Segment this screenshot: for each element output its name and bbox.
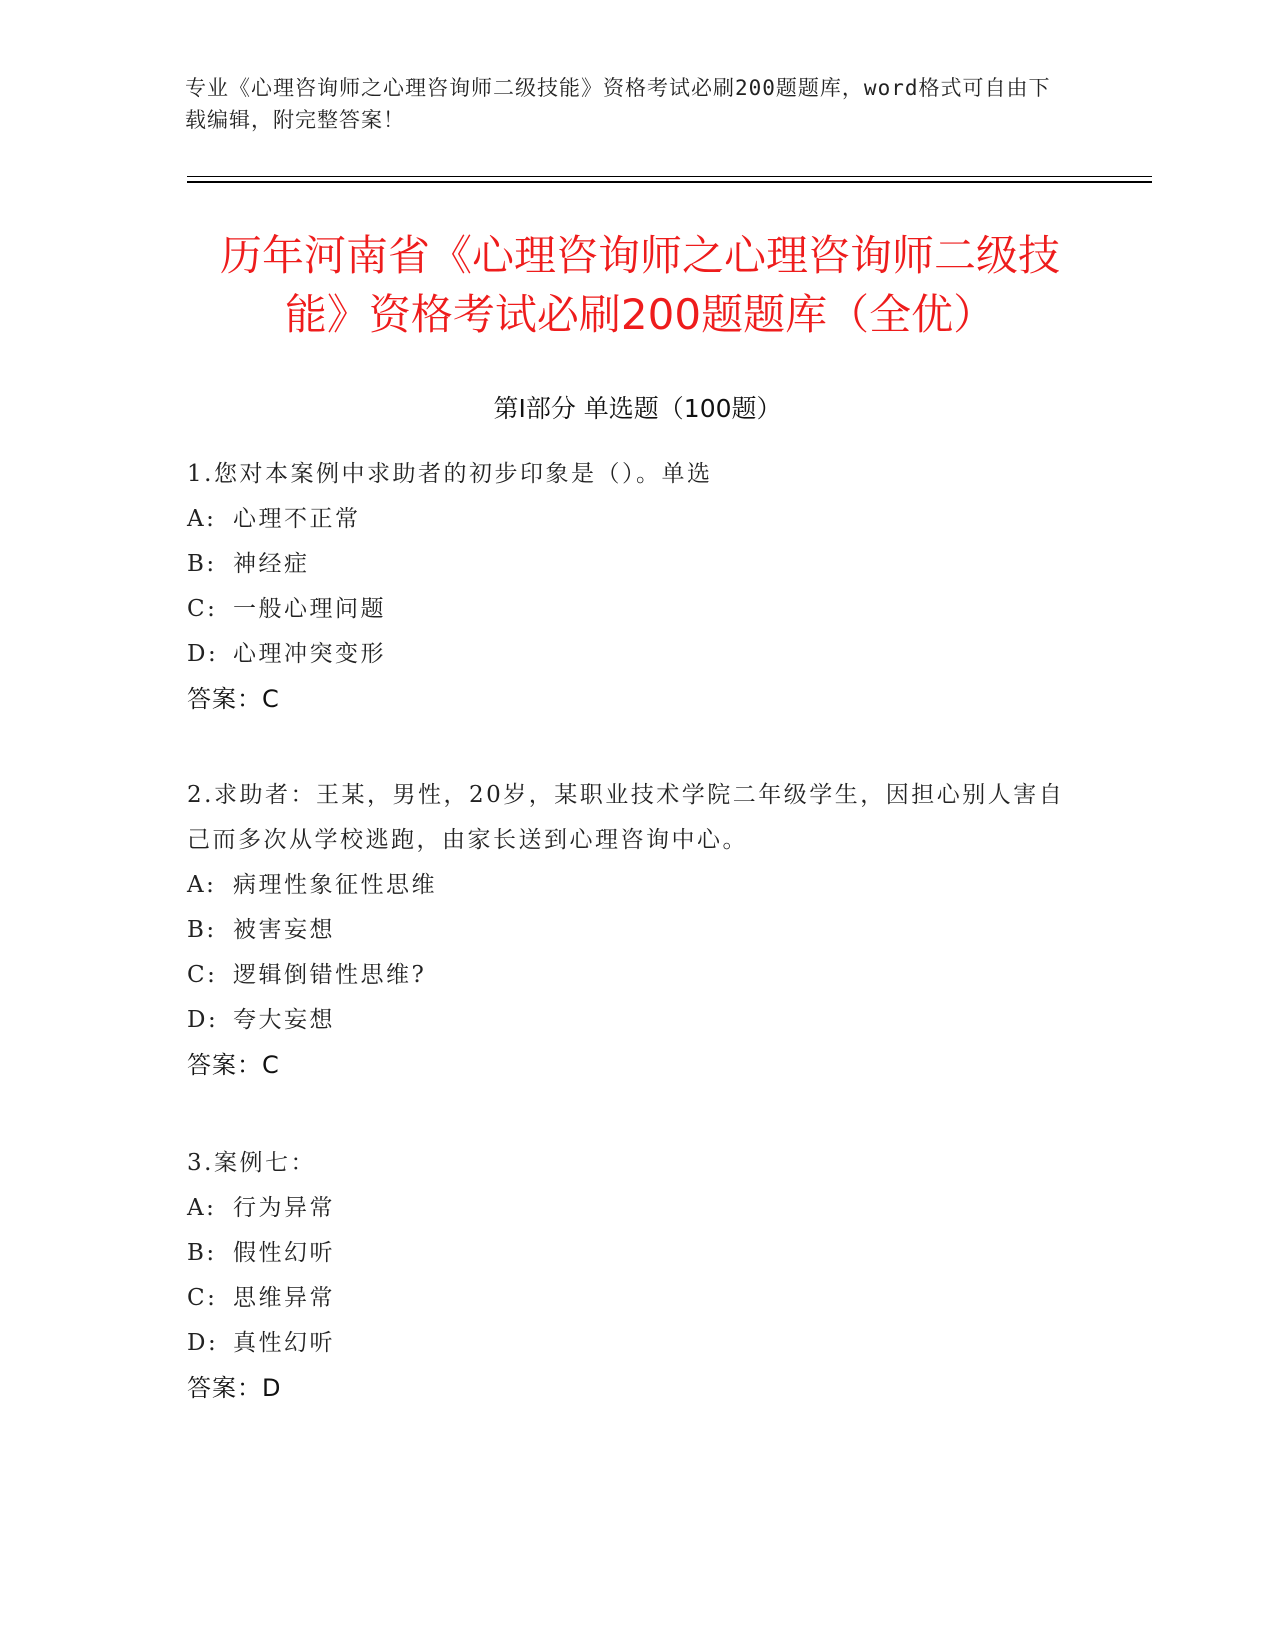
option-text: 逻辑倒错性思维? — [233, 962, 427, 988]
answer: 答案：C — [187, 1051, 280, 1079]
option-a — [187, 497, 1067, 542]
option-b — [187, 542, 1067, 587]
option-text: 心理不正常 — [233, 506, 361, 532]
option-a — [187, 1186, 1067, 1231]
option-label: C: — [187, 962, 218, 988]
document-title: 历年河南省《心理咨询师之心理咨询师二级技能》资格考试必刷200题题库（全优） — [219, 231, 1060, 339]
option-b — [187, 1231, 1067, 1276]
header-rule-thick — [187, 181, 1152, 183]
option-label: D: — [187, 1330, 219, 1356]
answer: 答案：D — [187, 1374, 282, 1402]
option-text: 一般心理问题 — [233, 596, 386, 622]
section-heading: 第Ⅰ部分 单选题（100题） — [493, 394, 782, 423]
option-label: A: — [187, 1195, 217, 1221]
option-text: 神经症 — [233, 551, 310, 577]
option-c — [187, 953, 1067, 998]
option-label: D: — [187, 1007, 219, 1033]
option-c — [187, 1276, 1067, 1321]
question-text: 3.案例七： — [187, 1150, 316, 1176]
option-text: 思维异常 — [233, 1285, 335, 1311]
option-text: 被害妄想 — [233, 917, 335, 943]
option-label: B: — [187, 1240, 217, 1266]
option-text: 真性幻听 — [233, 1330, 335, 1356]
question-2 — [187, 773, 1067, 1088]
option-text: 行为异常 — [233, 1195, 335, 1221]
answer: 答案：C — [187, 685, 280, 713]
option-a — [187, 863, 1067, 908]
option-b — [187, 908, 1067, 953]
option-label: B: — [187, 551, 217, 577]
option-label: B: — [187, 917, 217, 943]
option-d — [187, 632, 1067, 677]
option-text: 病理性象征性思维 — [233, 872, 437, 898]
option-text: 心理冲突变形 — [233, 641, 386, 667]
question-text: 2.求助者：王某，男性，20岁，某职业技术学院二年级学生，因担心别人害自己而多次从学校逃跑，由家长送到心理咨询中心。 — [187, 782, 1065, 853]
option-label: A: — [187, 506, 217, 532]
option-label: C: — [187, 1285, 218, 1311]
option-label: A: — [187, 872, 217, 898]
option-label: C: — [187, 596, 218, 622]
question-1 — [187, 452, 1067, 722]
option-c — [187, 587, 1067, 632]
option-label: D: — [187, 641, 219, 667]
option-text: 假性幻听 — [233, 1240, 335, 1266]
header-rule-thin — [187, 176, 1152, 177]
option-d — [187, 1321, 1067, 1366]
option-d — [187, 998, 1067, 1043]
header-note: 专业《心理咨询师之心理咨询师二级技能》资格考试必刷200题题库，word格式可自由下载编辑，附完整答案！ — [185, 76, 1051, 132]
question-3 — [187, 1141, 1067, 1411]
question-text: 1.您对本案例中求助者的初步印象是（）。单选 — [187, 461, 713, 487]
option-text: 夸大妄想 — [233, 1007, 335, 1033]
